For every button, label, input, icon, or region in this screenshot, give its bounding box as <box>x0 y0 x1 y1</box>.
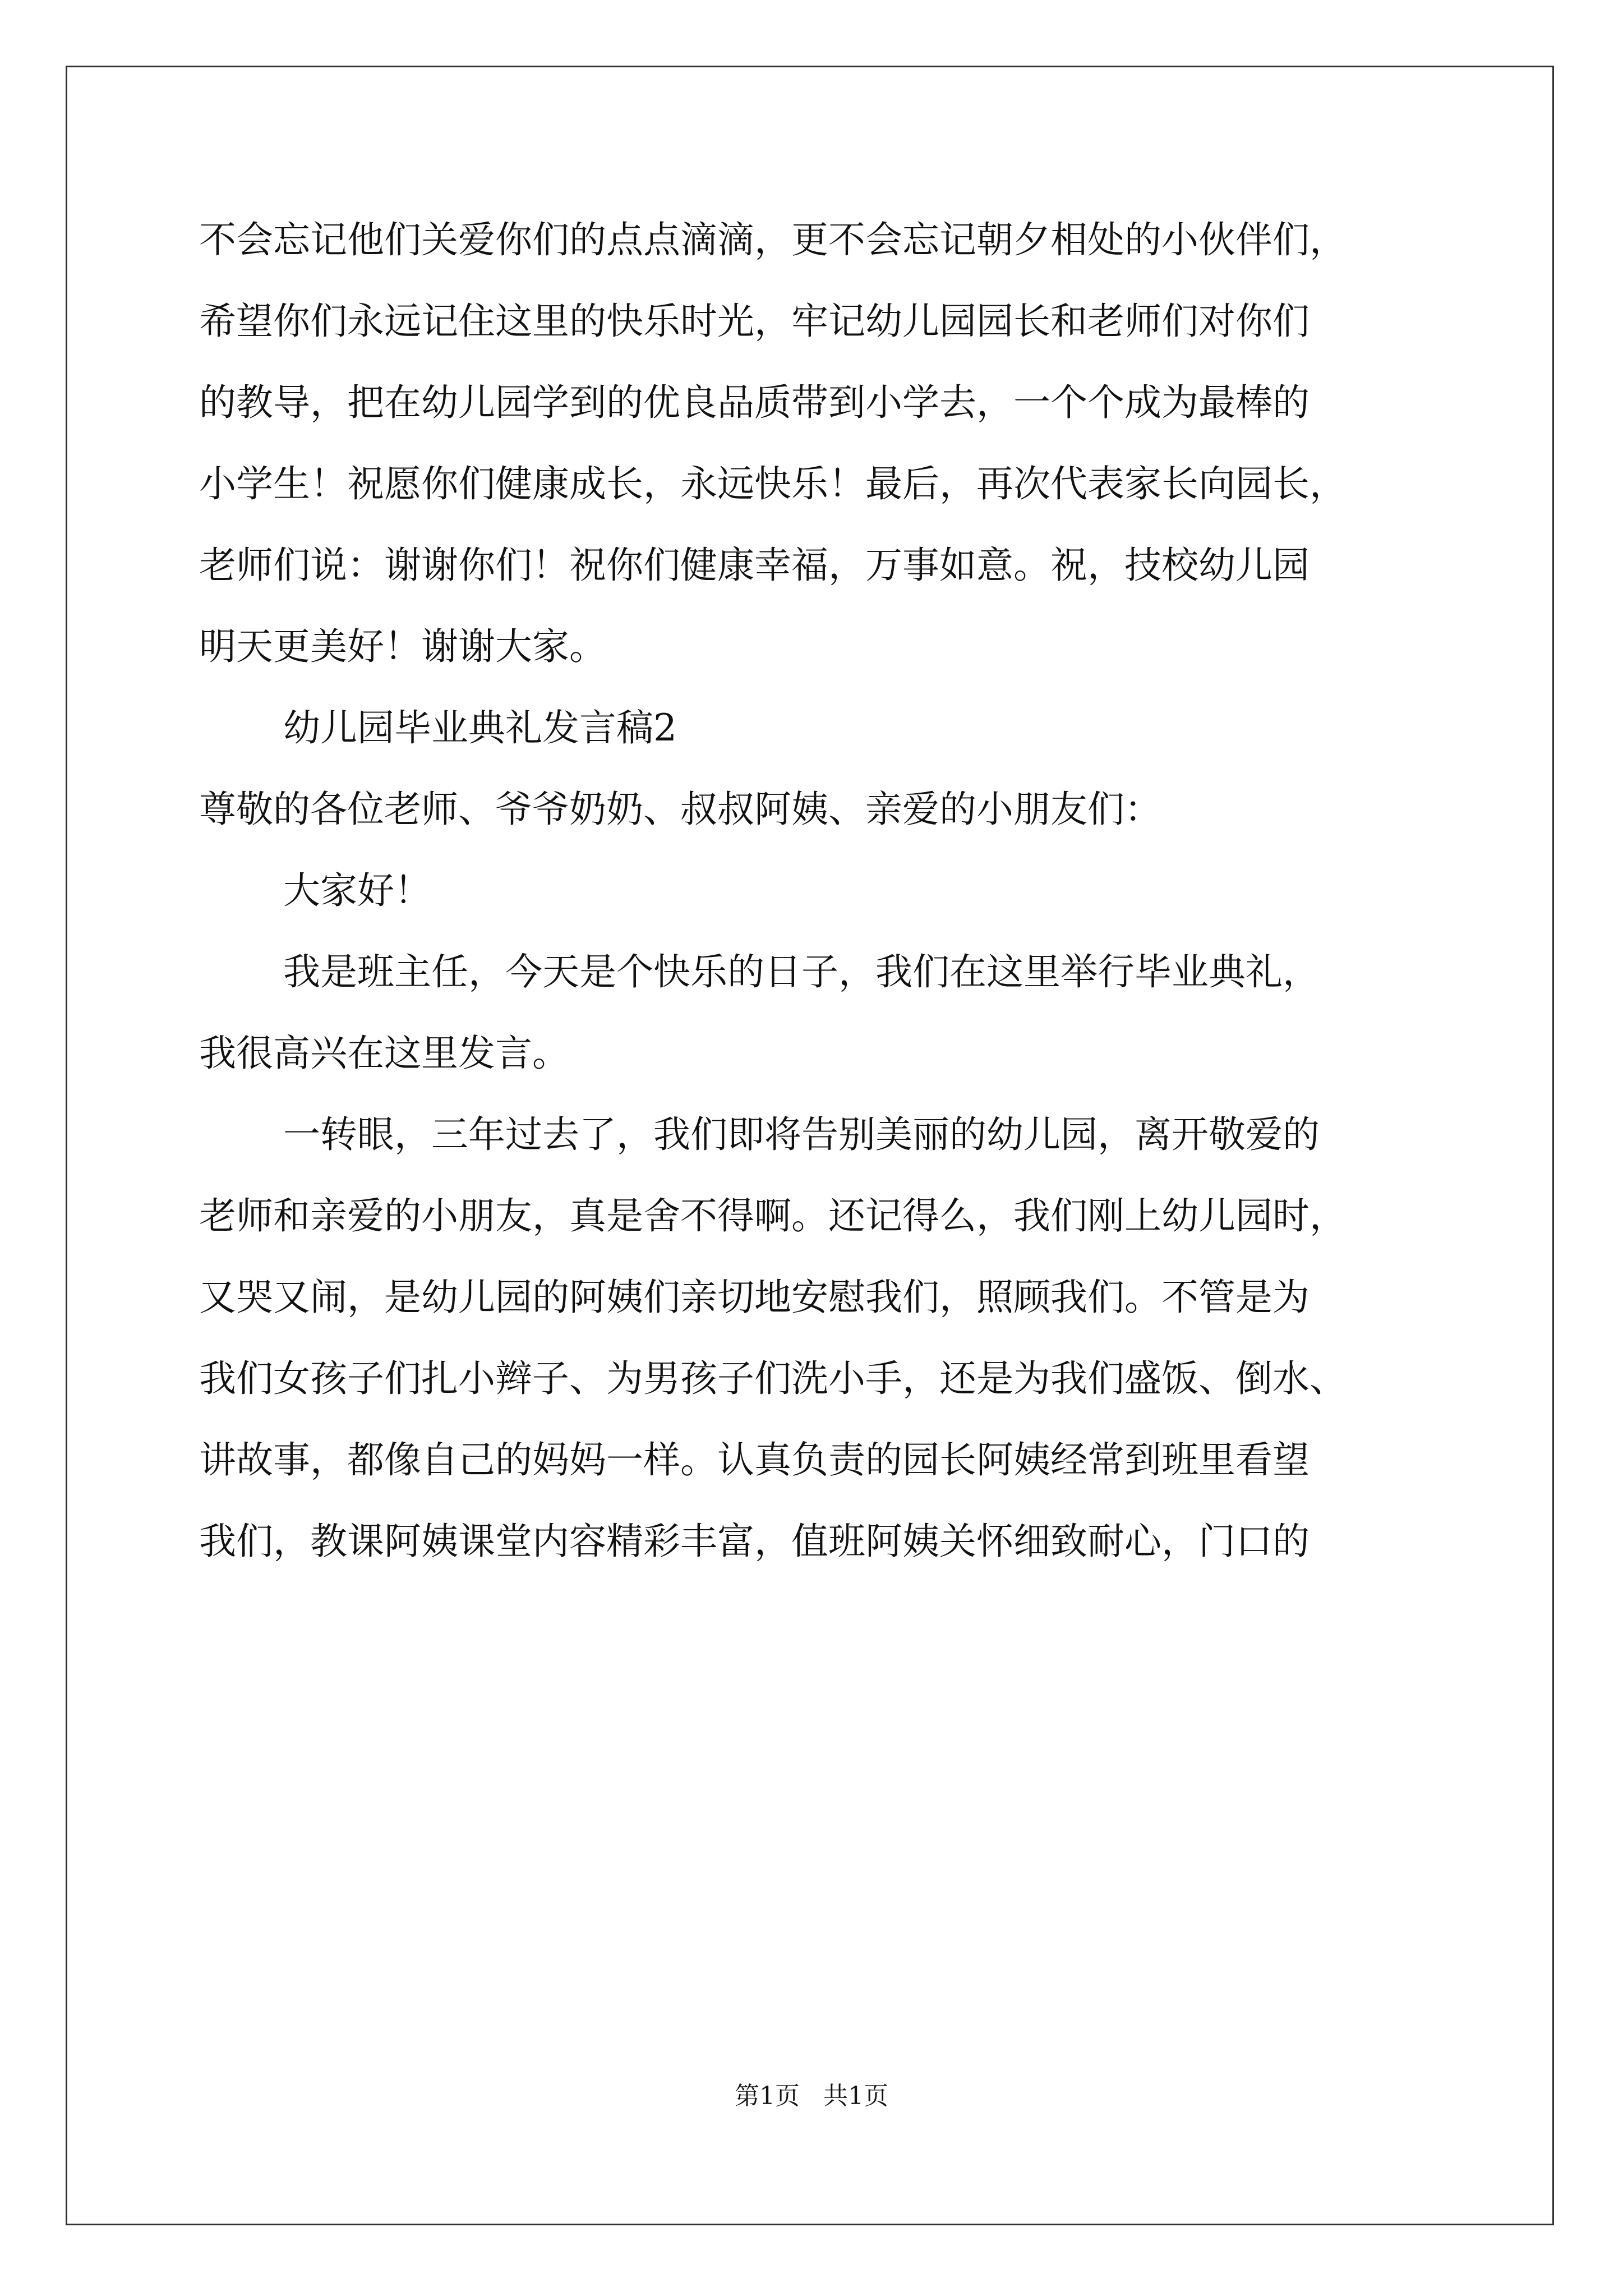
text-line: 老师和亲爱的小朋友，真是舍不得啊。还记得么，我们刚上幼儿园时， <box>199 1194 1347 1237</box>
text-line: 讲故事，都像自己的妈妈一样。认真负责的园长阿姨经常到班里看望 <box>199 1438 1310 1481</box>
text-line: 我们女孩子们扎小辫子、为男孩子们洗小手，还是为我们盛饭、倒水、 <box>199 1357 1347 1400</box>
greeting: 大家好！ <box>283 869 431 912</box>
text-line: 希望你们永远记住这里的快乐时光，牢记幼儿园园长和老师们对你们 <box>199 300 1310 343</box>
text-line: 明天更美好！谢谢大家。 <box>199 625 606 668</box>
text-line: 的教导，把在幼儿园学到的优良品质带到小学去，一个个成为最棒的 <box>199 381 1310 424</box>
text-line: 老师们说：谢谢你们！祝你们健康幸福，万事如意。祝，技校幼儿园 <box>199 544 1310 587</box>
text-line: 小学生！祝愿你们健康成长，永远快乐！最后，再次代表家长向园长， <box>199 462 1347 505</box>
text-line: 我很高兴在这里发言。 <box>199 1032 569 1075</box>
section-heading: 幼儿园毕业典礼发言稿2 <box>283 706 677 749</box>
text-line: 我们，教课阿姨课堂内容精彩丰富，值班阿姨关怀细致耐心，门口的 <box>199 1520 1310 1563</box>
text-line: 我是班主任，今天是个快乐的日子，我们在这里举行毕业典礼， <box>283 950 1320 993</box>
salutation: 尊敬的各位老师、爷爷奶奶、叔叔阿姨、亲爱的小朋友们： <box>199 788 1161 831</box>
text-line: 又哭又闹，是幼儿园的阿姨们亲切地安慰我们，照顾我们。不管是为 <box>199 1276 1310 1319</box>
text-line: 一转眼，三年过去了，我们即将告别美丽的幼儿园，离开敬爱的 <box>283 1113 1320 1156</box>
document-body <box>199 199 1444 1582</box>
text-line: 不会忘记他们关爱你们的点点滴滴，更不会忘记朝夕相处的小伙伴们， <box>199 218 1347 261</box>
page-number-footer: 第1页 共1页 <box>735 2082 888 2110</box>
